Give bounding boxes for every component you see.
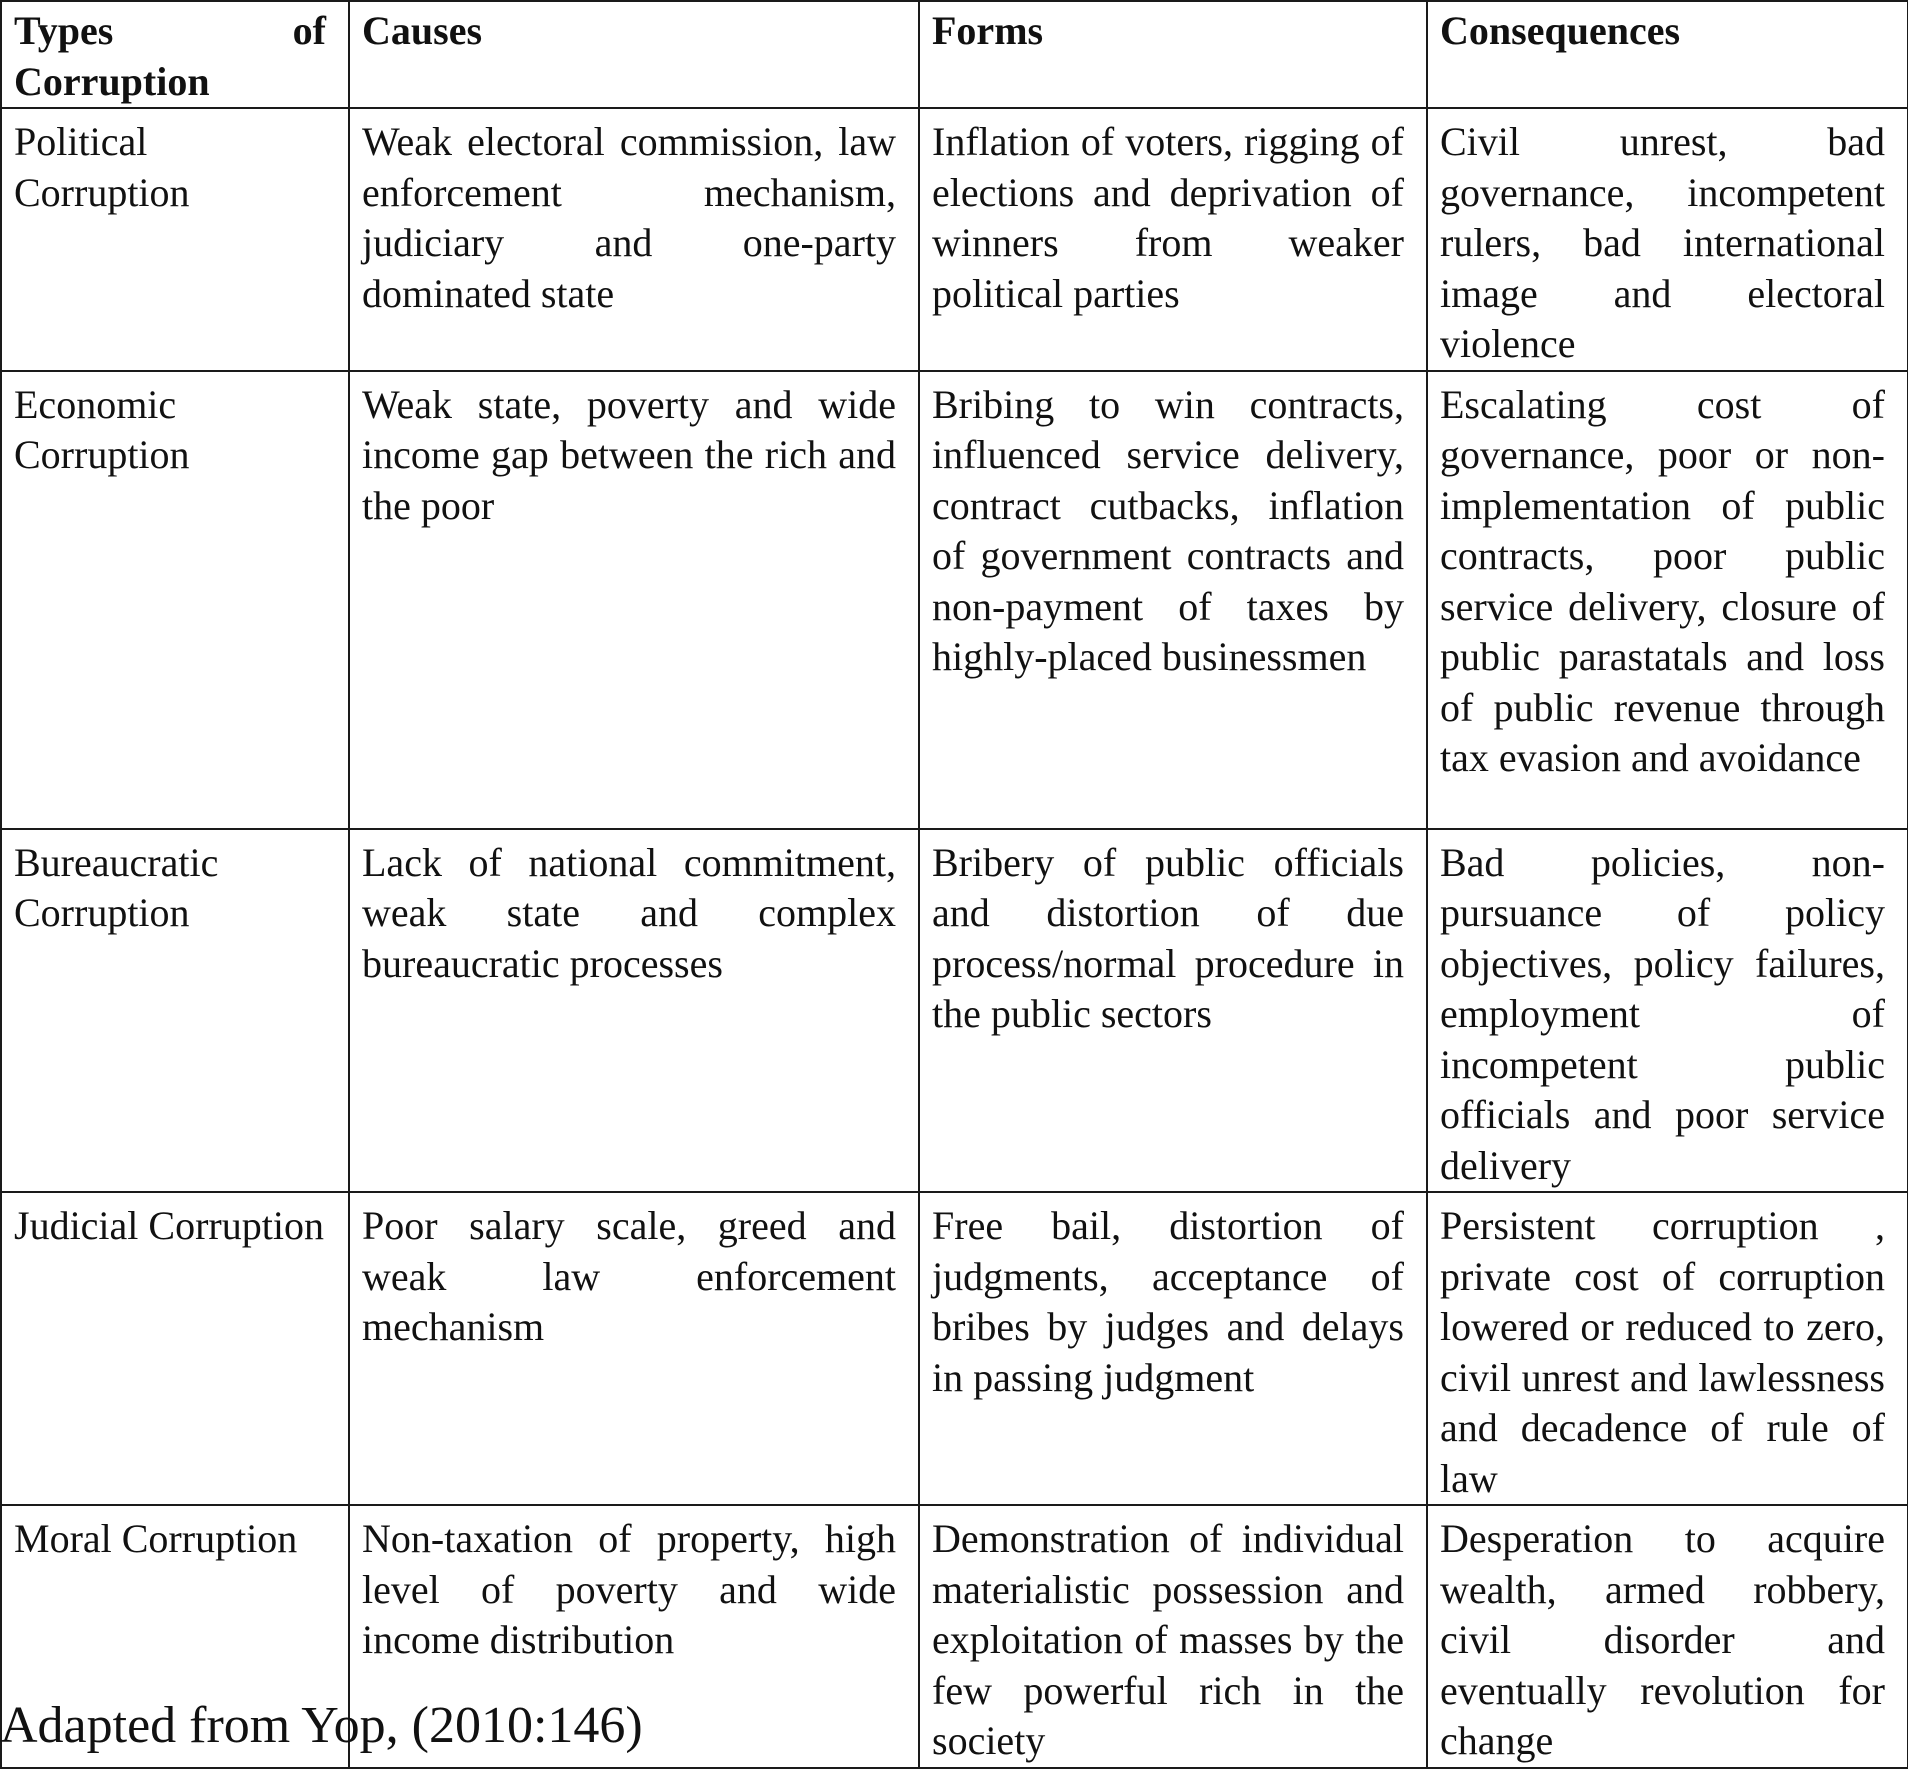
row-causes-cell: Weak electoral commission, law enforcement mechanism, judiciary and one-party dominated state (349, 108, 919, 371)
row-forms-cell: Bribery of public officials and distortion of due process/normal procedure in the public sectors (919, 829, 1427, 1193)
row-causes-cell: Lack of national commitment, weak state and complex bureaucratic processes (349, 829, 919, 1193)
source-note: Adapted from Yop, (2010:146) (0, 1697, 643, 1754)
header-causes: Causes (349, 1, 919, 108)
row-forms-cell: Demonstration of individual materialistic possession and exploitation of masses by the few powerful rich in the society (919, 1505, 1427, 1768)
row-causes-cell: Poor salary scale, greed and weak law enforcement mechanism (349, 1192, 919, 1505)
row-type-cell: Political Corruption (1, 108, 349, 371)
row-consequences-cell: Civil unrest, bad governance, incompetent rulers, bad international image and electoral violence (1427, 108, 1908, 371)
table-row (1, 371, 1908, 829)
row-consequences-cell: Persistent corruption , private cost of corruption lowered or reduced to zero, civil unrest and lawlessness and decadence of rule of law (1427, 1192, 1908, 1505)
row-type-cell: Judicial Corruption (1, 1192, 349, 1505)
table-row (1, 1192, 1908, 1505)
table-header-row (1, 1, 1908, 108)
row-causes-cell: Weak state, poverty and wide income gap between the rich and the poor (349, 371, 919, 829)
row-forms-cell: Free bail, distortion of judgments, acceptance of bribes by judges and delays in passing judgment (919, 1192, 1427, 1505)
row-causes-cell: Non-taxation of property, high level of poverty and wide income distribution (349, 1505, 919, 1768)
row-consequences-cell: Desperation to acquire wealth, armed robbery, civil disorder and eventually revolution for change (1427, 1505, 1908, 1768)
table-row (1, 108, 1908, 371)
header-consequences: Consequences (1427, 1, 1908, 108)
table-row (1, 829, 1908, 1193)
row-type-cell: Bureaucratic Corruption (1, 829, 349, 1193)
row-consequences-cell: Escalating cost of governance, poor or non-implementation of public contracts, poor public service delivery, closure of public parastatals and loss of public revenue through tax evasion and avoidance (1427, 371, 1908, 829)
header-forms: Forms (919, 1, 1427, 108)
row-type-cell: Economic Corruption (1, 371, 349, 829)
row-type-cell: Moral Corruption (1, 1505, 349, 1768)
header-types: Types of Corruption (1, 1, 349, 108)
row-forms-cell: Bribing to win contracts, influenced service delivery, contract cutbacks, inflation of government contracts and non-payment of taxes by highly-placed businessmen (919, 371, 1427, 829)
row-forms-cell: Inflation of voters, rigging of elections and deprivation of winners from weaker political parties (919, 108, 1427, 371)
row-consequences-cell: Bad policies, non-pursuance of policy objectives, policy failures, employment of incompetent public officials and poor service delivery (1427, 829, 1908, 1193)
